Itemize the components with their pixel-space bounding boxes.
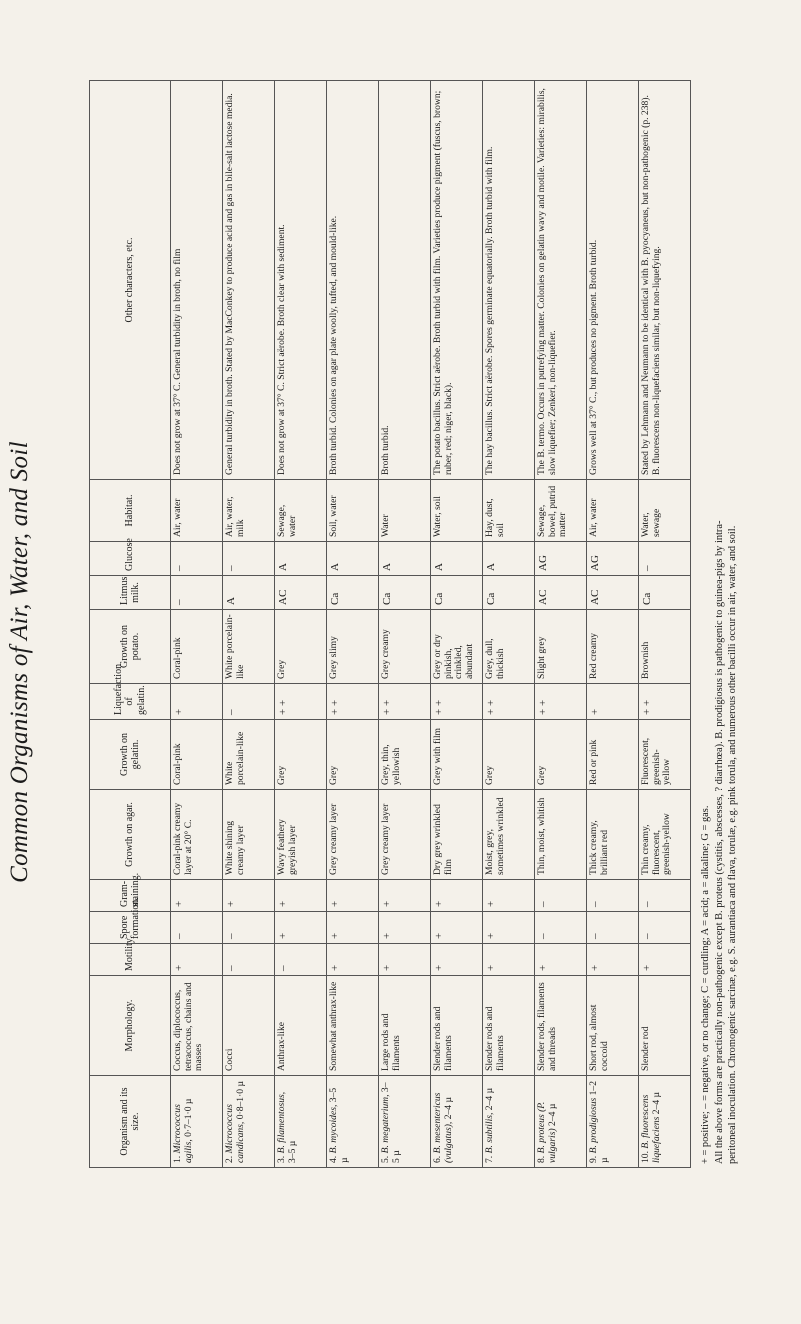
milk-cell: Ca bbox=[327, 576, 379, 610]
organism-cell bbox=[223, 1076, 275, 1168]
potato-cell: Grey, dull, thickish bbox=[483, 610, 535, 684]
organism-size: 3–5 µ bbox=[328, 1087, 350, 1163]
organism-cell bbox=[587, 1076, 639, 1168]
liquefaction-cell: + + bbox=[275, 684, 327, 720]
organism-size: 2–4 µ bbox=[484, 1087, 495, 1111]
potato-cell: Grey or dry pinkish, crinkled, abundant bbox=[431, 610, 483, 684]
other-cell: Does not grow at 37° C. Strict aërobe. Broth clear with sediment. bbox=[275, 81, 327, 480]
table-row bbox=[275, 81, 327, 1168]
organism-cell bbox=[535, 1076, 587, 1168]
potato-cell: Grey creamy bbox=[379, 610, 431, 684]
habitat-cell: Air, water bbox=[587, 480, 639, 542]
organism-cell bbox=[275, 1076, 327, 1168]
motility-cell: + bbox=[171, 944, 223, 976]
habitat-cell: Air, water, milk bbox=[223, 480, 275, 542]
organism-name: B. megaterium, bbox=[380, 1094, 391, 1154]
other-cell: Does not grow at 37° C. General turbidity in broth, no film bbox=[171, 81, 223, 480]
footnote-line-3: peritoneal inoculation. Chromogenic sarcinæ, e.g. S. aurantiaca and flava, torulæ, e.g. pink torula, and numerous other bacilli occur in air, water, and soil. bbox=[727, 525, 739, 1164]
milk-cell: Ca bbox=[483, 576, 535, 610]
agar-cell: Thin creamy, fluorescent, greenish-yellow bbox=[639, 790, 691, 880]
spores-cell: – bbox=[535, 912, 587, 944]
row-number: 2. bbox=[224, 1155, 235, 1163]
habitat-cell: Hay, dust, soil bbox=[483, 480, 535, 542]
agar-cell: White shining creamy layer bbox=[223, 790, 275, 880]
table-body bbox=[171, 81, 691, 1168]
gram-cell: – bbox=[639, 880, 691, 912]
row-number: 9. bbox=[588, 1155, 599, 1163]
glucose-cell: AG bbox=[587, 542, 639, 576]
other-cell: Broth turbid. Colonies on agar plate woolly, tufted, and mould-like. bbox=[327, 81, 379, 480]
organism-name: B. proteus (P. vulgaris) bbox=[536, 1101, 558, 1163]
liquefaction-cell: + bbox=[587, 684, 639, 720]
organism-size: 0·8–1·0 µ bbox=[234, 1080, 246, 1120]
milk-cell: AC bbox=[535, 576, 587, 610]
morphology-cell: Coccus, diplococcus, tetracoccus, chains and masses bbox=[171, 976, 223, 1076]
motility-cell: – bbox=[223, 944, 275, 976]
liquefaction-cell: + + bbox=[483, 684, 535, 720]
glucose-cell: A bbox=[327, 542, 379, 576]
motility-cell: + bbox=[587, 944, 639, 976]
row-number: 4. bbox=[328, 1155, 339, 1163]
organism-name: B. mesentericus (vulgatus), bbox=[432, 1092, 454, 1163]
habitat-cell: Air, water bbox=[171, 480, 223, 542]
motility-cell: + bbox=[535, 944, 587, 976]
potato-cell: Grey bbox=[275, 610, 327, 684]
liquefaction-cell: + + bbox=[327, 684, 379, 720]
potato-cell: Brownish bbox=[639, 610, 691, 684]
organism-size: 0·7–1·0 µ bbox=[182, 1098, 194, 1137]
row-number: 8. bbox=[536, 1155, 547, 1163]
organism-size: 2–4 µ bbox=[546, 1103, 558, 1126]
habitat-cell: Sewage, bowel, putrid matter bbox=[535, 480, 587, 542]
motility-cell: + bbox=[379, 944, 431, 976]
agar-cell: Moist, grey, sometimes wrinkled bbox=[483, 790, 535, 880]
other-cell: Broth turbid. bbox=[379, 81, 431, 480]
glucose-cell: – bbox=[171, 542, 223, 576]
habitat-cell: Sewage, water bbox=[275, 480, 327, 542]
bacteria-table bbox=[89, 80, 691, 1168]
other-cell: Stated by Lehmann and Neumann to be identical with B. pyocyaneus, but non-pathogenic (p. 238). B. fluorescens non-liquefaciens similar, but non-liquefying. bbox=[639, 81, 691, 480]
potato-cell: Grey slimy bbox=[327, 610, 379, 684]
organism-name: Micrococcus candicans, bbox=[224, 1104, 246, 1163]
glucose-cell: A bbox=[483, 542, 535, 576]
organism-cell bbox=[379, 1076, 431, 1168]
potato-cell: Slight grey bbox=[535, 610, 587, 684]
organism-cell bbox=[483, 1076, 535, 1168]
organism-cell bbox=[431, 1076, 483, 1168]
agar-cell: Coral-pink creamy layer at 20° C. bbox=[171, 790, 223, 880]
morphology-cell: Slender rods, filaments and threads bbox=[535, 976, 587, 1076]
running-title bbox=[0, 0, 40, 1324]
spores-cell: + bbox=[379, 912, 431, 944]
spores-cell: + bbox=[275, 912, 327, 944]
motility-cell: – bbox=[275, 944, 327, 976]
milk-cell: Ca bbox=[431, 576, 483, 610]
organism-cell bbox=[327, 1076, 379, 1168]
table-row bbox=[379, 81, 431, 1168]
morphology-cell: Short rod, almost coccoid bbox=[587, 976, 639, 1076]
gram-cell: + bbox=[483, 880, 535, 912]
spores-cell: – bbox=[587, 912, 639, 944]
table-header-row bbox=[90, 81, 171, 1168]
motility-cell: + bbox=[327, 944, 379, 976]
liquefaction-cell: – bbox=[223, 684, 275, 720]
running-title-text: Common Organisms of Air, Water, and Soil bbox=[6, 441, 33, 883]
spores-cell: – bbox=[171, 912, 223, 944]
agar-cell: Grey creamy layer bbox=[379, 790, 431, 880]
column-header: Growth on agar. bbox=[90, 790, 171, 880]
gelatin-cell: Grey with film bbox=[431, 720, 483, 790]
gram-cell: + bbox=[327, 880, 379, 912]
column-header: Morphology. bbox=[90, 976, 171, 1076]
agar-cell: Thin, moist, whitish bbox=[535, 790, 587, 880]
habitat-cell: Water bbox=[379, 480, 431, 542]
table-row bbox=[535, 81, 587, 1168]
organism-size: 3–5 µ bbox=[286, 1140, 298, 1163]
row-number: 1. bbox=[172, 1155, 183, 1163]
morphology-cell: Anthrax-like bbox=[275, 976, 327, 1076]
gelatin-cell: Grey bbox=[275, 720, 327, 790]
liquefaction-cell: + + bbox=[431, 684, 483, 720]
motility-cell: + bbox=[639, 944, 691, 976]
table-row bbox=[587, 81, 639, 1168]
habitat-cell: Soil, water bbox=[327, 480, 379, 542]
table-row bbox=[171, 81, 223, 1168]
column-header: Growth on gelatin. bbox=[90, 720, 171, 790]
gelatin-cell: Grey bbox=[535, 720, 587, 790]
footnote-line-2: All the above forms are practically non-pathogenic except B. proteus (cystitis, abscesses, ? diarrhœa). B. prodigiosus is pathogenic to guinea-pigs by intra- bbox=[713, 520, 725, 1164]
gram-cell: – bbox=[587, 880, 639, 912]
other-cell: The potato bacillus. Strict aërobe. Broth turbid with film. Varieties produce pigment (fuscus, brown; ruber, red; niger, black). bbox=[431, 81, 483, 480]
spores-cell: – bbox=[223, 912, 275, 944]
gelatin-cell: Red or pink bbox=[587, 720, 639, 790]
glucose-cell: AG bbox=[535, 542, 587, 576]
table-row bbox=[431, 81, 483, 1168]
motility-cell: + bbox=[483, 944, 535, 976]
organism-size: 2–4 µ bbox=[650, 1091, 662, 1115]
gelatin-cell: Grey, thin, yellowish bbox=[379, 720, 431, 790]
glucose-cell: – bbox=[639, 542, 691, 576]
habitat-cell: Water, sewage bbox=[639, 480, 691, 542]
organism-cell bbox=[639, 1076, 691, 1168]
glucose-cell: – bbox=[223, 542, 275, 576]
agar-cell: Wavy feathery greyish layer bbox=[275, 790, 327, 880]
spores-cell: – bbox=[639, 912, 691, 944]
gram-cell: – bbox=[535, 880, 587, 912]
other-cell: The B. termo. Occurs in putrefying matter. Colonies on gelatin wavy and motile. Varieties: mirabilis, slow liquefier; Zenkeri, non-liquefier. bbox=[535, 81, 587, 480]
gelatin-cell: Grey bbox=[327, 720, 379, 790]
morphology-cell: Slender rods and filaments bbox=[483, 976, 535, 1076]
organism-size: 3–5 µ bbox=[380, 1082, 402, 1163]
potato-cell: Red creamy bbox=[587, 610, 639, 684]
column-header: Litmus milk. bbox=[90, 576, 171, 610]
habitat-cell: Water, soil bbox=[431, 480, 483, 542]
agar-cell: Grey creamy layer bbox=[327, 790, 379, 880]
row-number: 10. bbox=[640, 1151, 651, 1163]
organism-cell bbox=[171, 1076, 223, 1168]
morphology-cell: Slender rods and filaments bbox=[431, 976, 483, 1076]
milk-cell: A bbox=[223, 576, 275, 610]
column-header: Other characters, etc. bbox=[90, 81, 171, 480]
organism-name: B. subtilis, bbox=[484, 1112, 495, 1154]
column-header: Spore formation. bbox=[90, 912, 171, 944]
morphology-cell: Cocci bbox=[223, 976, 275, 1076]
gelatin-cell: Grey bbox=[483, 720, 535, 790]
motility-cell: + bbox=[431, 944, 483, 976]
milk-cell: Ca bbox=[379, 576, 431, 610]
morphology-cell: Somewhat anthrax-like bbox=[327, 976, 379, 1076]
other-cell: General turbidity in broth. Stated by MacConkey to produce acid and gas in bile-salt lactose media. bbox=[223, 81, 275, 480]
gelatin-cell: Fluorescent, greenish-yellow bbox=[639, 720, 691, 790]
column-header: Glucose bbox=[90, 542, 171, 576]
organism-size: 2–4 µ bbox=[442, 1096, 454, 1120]
spores-cell: + bbox=[483, 912, 535, 944]
milk-cell: AC bbox=[587, 576, 639, 610]
liquefaction-cell: + + bbox=[379, 684, 431, 720]
footnote-legend: + = positive; – = negative, or no change; C = curdling; A = acid; a = alkaline; G = gas. bbox=[700, 805, 711, 1164]
gram-cell: + bbox=[275, 880, 327, 912]
rotated-page-content bbox=[89, 80, 739, 1168]
other-cell: The hay bacillus. Strict aërobe. Spores germinate equatorially. Broth turbid with film. bbox=[483, 81, 535, 480]
agar-cell: Thick creamy, brilliant red bbox=[587, 790, 639, 880]
organism-name: B. filamentosus, bbox=[276, 1091, 287, 1154]
agar-cell: Dry grey wrinkled film bbox=[431, 790, 483, 880]
footnote bbox=[699, 80, 740, 1168]
milk-cell: AC bbox=[275, 576, 327, 610]
glucose-cell: A bbox=[379, 542, 431, 576]
other-cell: Grows well at 37° C., but produces no pigment. Broth turbid. bbox=[587, 81, 639, 480]
table-row bbox=[327, 81, 379, 1168]
spores-cell: + bbox=[431, 912, 483, 944]
potato-cell: White porcelain-like bbox=[223, 610, 275, 684]
morphology-cell: Slender rod bbox=[639, 976, 691, 1076]
organism-name: B. mycoides, bbox=[328, 1104, 339, 1154]
spores-cell: + bbox=[327, 912, 379, 944]
gram-cell: + bbox=[379, 880, 431, 912]
column-header: Growth on potato. bbox=[90, 610, 171, 684]
column-header: Gram-staining. bbox=[90, 880, 171, 912]
gram-cell: + bbox=[223, 880, 275, 912]
column-header: Habitat. bbox=[90, 480, 171, 542]
gram-cell: + bbox=[431, 880, 483, 912]
organism-size: 1–2 µ bbox=[588, 1080, 610, 1163]
column-header: Liquefaction of gelatin. bbox=[90, 684, 171, 720]
row-number: 5. bbox=[380, 1155, 391, 1163]
row-number: 7. bbox=[484, 1155, 495, 1163]
organism-name: B. fluorescens liquefaciens bbox=[640, 1094, 662, 1163]
column-header: Motility. bbox=[90, 944, 171, 976]
glucose-cell: A bbox=[275, 542, 327, 576]
gelatin-cell: White porcelain-like bbox=[223, 720, 275, 790]
row-number: 6. bbox=[432, 1155, 443, 1163]
glucose-cell: A bbox=[431, 542, 483, 576]
milk-cell: – bbox=[171, 576, 223, 610]
table-row bbox=[639, 81, 691, 1168]
table-row bbox=[223, 81, 275, 1168]
liquefaction-cell: + + bbox=[639, 684, 691, 720]
column-header: Organism and its size. bbox=[90, 1076, 171, 1168]
row-number: 3. bbox=[276, 1155, 287, 1163]
table-row bbox=[483, 81, 535, 1168]
potato-cell: Coral-pink bbox=[171, 610, 223, 684]
organism-name: Micrococcus agilis, bbox=[172, 1104, 194, 1163]
liquefaction-cell: + bbox=[171, 684, 223, 720]
morphology-cell: Large rods and filaments bbox=[379, 976, 431, 1076]
gram-cell: + bbox=[171, 880, 223, 912]
liquefaction-cell: + + bbox=[535, 684, 587, 720]
milk-cell: Ca bbox=[639, 576, 691, 610]
gelatin-cell: Coral-pink bbox=[171, 720, 223, 790]
organism-name: B. prodigiosus bbox=[588, 1097, 599, 1154]
